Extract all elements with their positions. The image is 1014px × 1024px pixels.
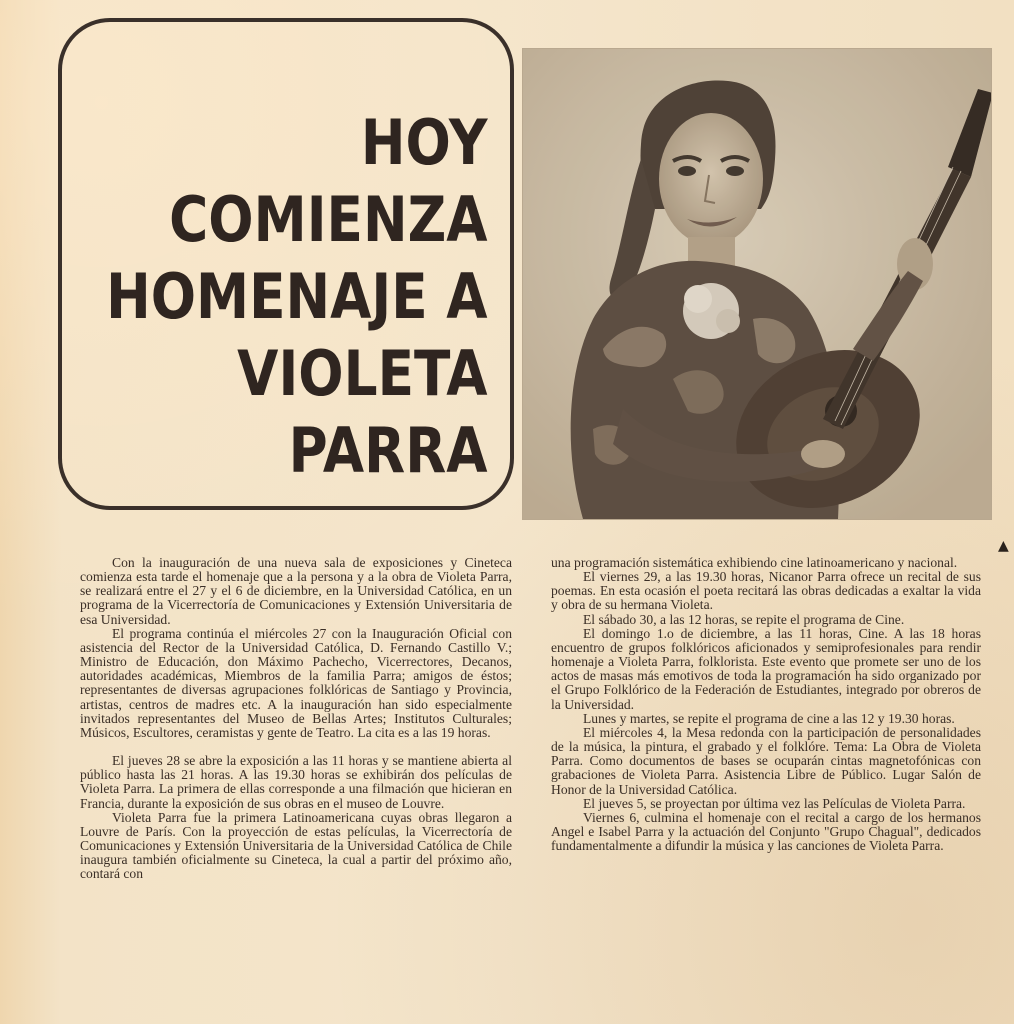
- article-paragraph: una programación sistemática exhibiendo cine latinoamericano y nacional.: [551, 555, 958, 570]
- article-paragraph: Viernes 6, culmina el homenaje con el recital a cargo de los hermanos Angel e Isabel Parra y la actuación del Conjunto "Grupo Chagual", dedicados fundamentalmente a difundir la música y las canciones de Violeta Parra.: [551, 809, 981, 854]
- article-paragraph: Lunes y martes, se repite el programa de cine a las 12 y 19.30 horas.: [583, 710, 955, 726]
- article-paragraph: El sábado 30, a las 12 horas, se repite el programa de Cine.: [583, 611, 905, 627]
- headline-line: HOMENAJE A: [106, 260, 488, 333]
- article-column-right: [551, 556, 981, 853]
- portrait-of-violeta-parra-with-guitar-icon: [523, 49, 991, 519]
- article-paragraph: El programa continúa el miércoles 27 con la Inauguración Oficial con asistencia del Rector de la Universidad Católica, D. Fernando Castillo V.; Ministro de Educación, don Máximo Pachecho, Vicerrectores, Decanos, autoridades académicas, Miembros de la familia Parra; amigos de éstos; representantes de diversas agrupaciones folklóricas de Santiago y Provincia, artistas, centros de madres etc. A la inauguración han sido especialmente invitados representantes del Museo de Bellas Artes; Institutos Culturales; Músicos, Escultores, ceramistas y gente de Teatro. La cita es a las 19 horas.: [80, 625, 512, 740]
- headline-line: VIOLETA: [237, 337, 488, 410]
- article-paragraph: El miércoles 4, la Mesa redonda con la participación de personalidades de la música, la pintura, el grabado y el folklóre. Tema: La Obra de Violeta Parra. Como documentos de bases se ocuparán cintas magnetofónicas con grabaciones de Violeta Parra. Asistencia Libre de Público. Lugar Salón de Honor de la Universidad Católica.: [551, 724, 981, 797]
- headline-line: COMIENZA: [169, 183, 488, 256]
- article-paragraph: El jueves 28 se abre la exposición a las 11 horas y se mantiene abierta al público hasta las 21 horas. A las 19.30 horas se exhibirán dos películas de Violeta Parra. La primera de ellas corresponde a una filmación que hicieran en Francia, durante la exposición de sus obras en el museo de Louvre.: [80, 753, 512, 811]
- headline-frame: [58, 18, 514, 510]
- article-column-left: [80, 556, 512, 881]
- article-paragraph: Con la inauguración de una nueva sala de exposiciones y Cineteca comienza esta tarde el homenaje que a la persona y a la obra de Violeta Parra, se realizará entre el 27 y el 6 de diciembre, en la Universidad Católica, en un programa de la Vicerrectoría de Comunicaciones y Extensión Universitaria de esa Universidad.: [80, 555, 512, 627]
- article-paragraph: El domingo 1.o de diciembre, a las 11 horas, Cine. A las 18 horas encuentro de grupos folklóricos aficionados y semiprofesionales para rendir homenaje a Violeta Parra, folklorista. Este evento que promete ser uno de los actos de masas más emotivos de toda la programación ha sido organizado por el Grupo Folklórico de la Federación de Estudiantes, integrado por obreros de la Universidad.: [551, 625, 981, 712]
- article-paragraph: Violeta Parra fue la primera Latinoamericana cuyas obras llegaron a Louvre de París. Con la proyección de estas películas, la Vicerrectoría de Comunicaciones y Extensión Universitaria de la Universidad Católica de Chile inaugura también oficialmente su Cineteca, la cual a partir del próximo año, contará con: [80, 809, 512, 882]
- article-paragraph: El viernes 29, a las 19.30 horas, Nicanor Parra ofrece un recital de sus poemas. En esta ocasión el poeta recitará las obras dedicadas a exaltar la vida y obra de su hermana Violeta.: [551, 569, 981, 613]
- article-paragraph: El jueves 5, se proyectan por última vez las Películas de Violeta Parra.: [583, 795, 966, 811]
- headline-line: HOY: [361, 106, 488, 179]
- portrait-photo: [522, 48, 992, 520]
- headline-line: PARRA: [289, 414, 488, 487]
- headline: [107, 104, 488, 489]
- page-corner-mark-icon: ▲: [998, 538, 1009, 554]
